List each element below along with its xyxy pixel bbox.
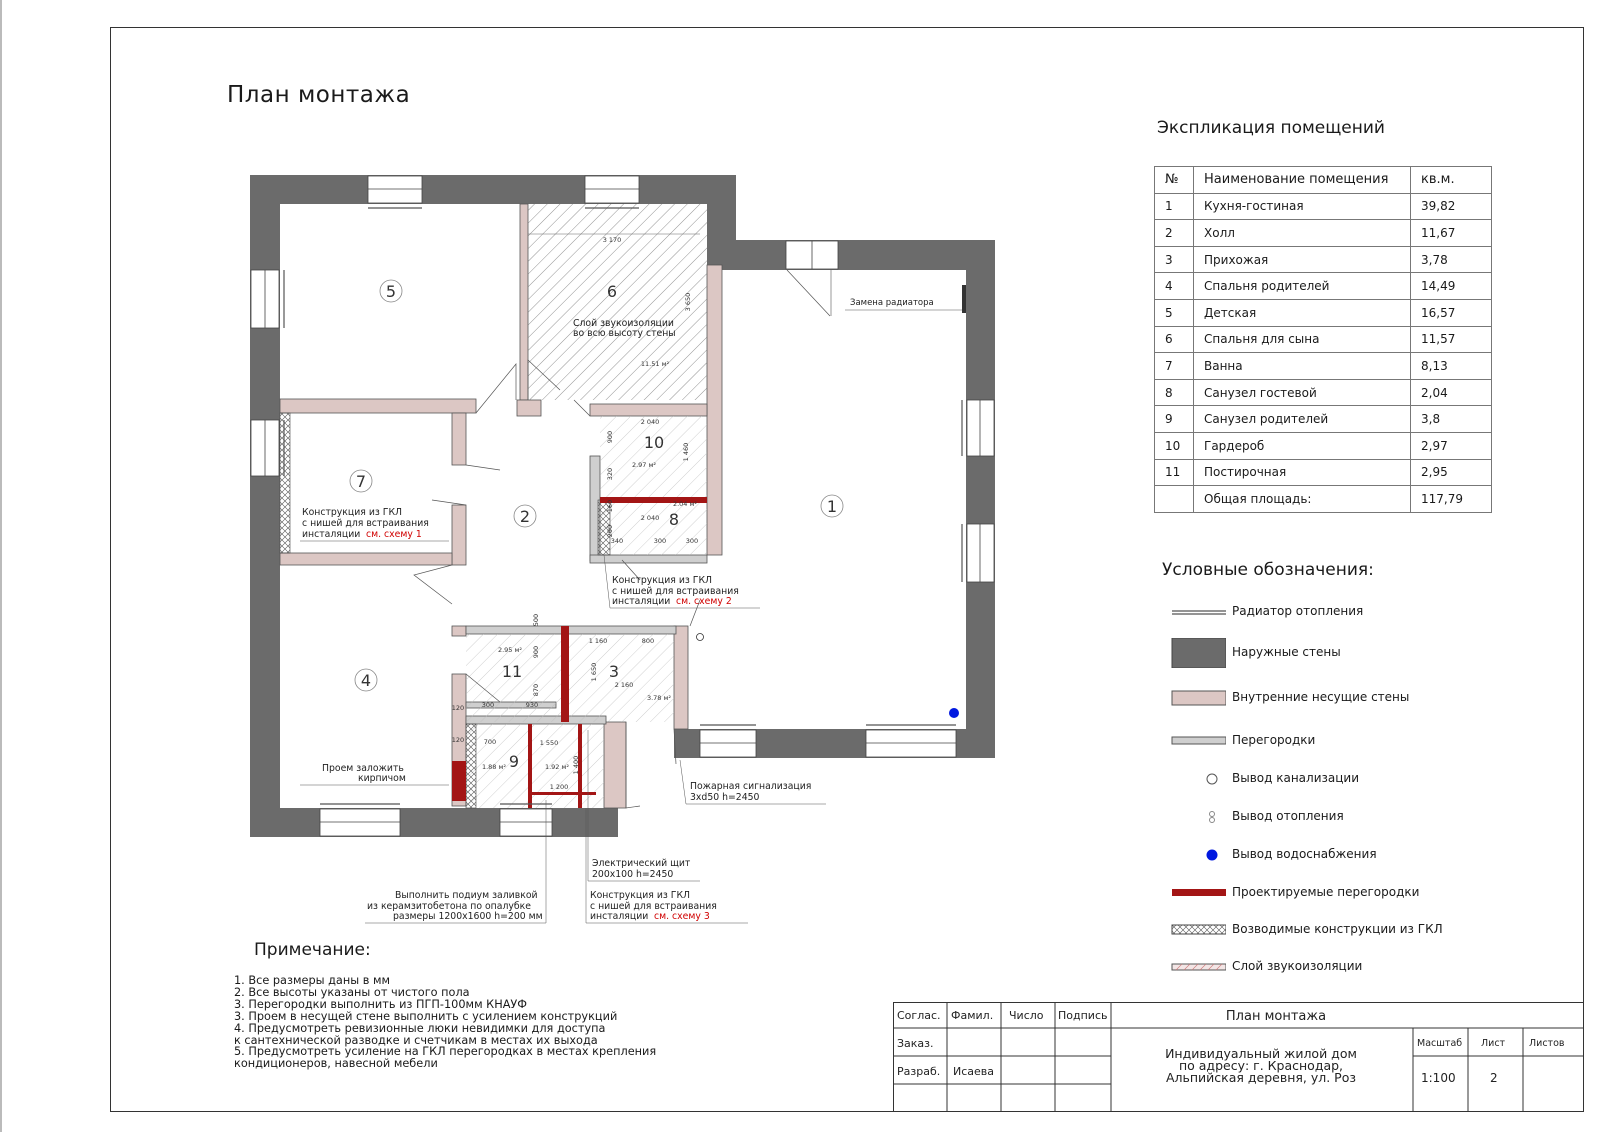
svg-text:во всю высоту стены: во всю высоту стены xyxy=(573,328,676,339)
svg-text:Выполнить подиум заливкой: Выполнить подиум заливкой xyxy=(395,890,538,901)
room-number-8: 8 xyxy=(668,510,680,529)
stamp-zakaz: Заказ. xyxy=(897,1037,934,1050)
svg-text:2.04 м²: 2.04 м² xyxy=(672,500,698,508)
stamp-scale: 1:100 xyxy=(1421,1071,1456,1085)
svg-text:кирпичом: кирпичом xyxy=(358,773,406,784)
legend-title: Условные обозначения: xyxy=(1162,560,1374,580)
table-cell: 6 xyxy=(1155,326,1194,353)
room-number-9: 9 xyxy=(508,752,520,771)
table-cell: Санузел родителей xyxy=(1194,406,1411,433)
table-row xyxy=(1155,246,1492,273)
svg-text:300: 300 xyxy=(481,701,495,709)
table-cell: Прихожая xyxy=(1194,246,1411,273)
table-total-row xyxy=(1155,486,1492,513)
table-cell: 2 xyxy=(1155,220,1194,247)
room-number-5: 5 xyxy=(385,282,397,301)
legend-item-partition: Перегородки xyxy=(1168,726,1488,756)
page-title: План монтажа xyxy=(227,82,411,108)
table-cell: 8,13 xyxy=(1411,353,1492,380)
table-cell: 2,04 xyxy=(1411,379,1492,406)
svg-text:1 550: 1 550 xyxy=(539,739,559,747)
svg-text:160: 160 xyxy=(606,499,614,513)
svg-text:11.51 м²: 11.51 м² xyxy=(640,360,670,368)
note-line: кондиционеров, навесной мебели xyxy=(234,1057,438,1071)
table-cell: 2,97 xyxy=(1411,432,1492,459)
legend-item-water: Вывод водоснабжения xyxy=(1168,840,1488,870)
note-line: 3. Проем в несущей стене выполнить с усилением конструкций xyxy=(234,1009,618,1023)
stamp-listov: Листов xyxy=(1529,1038,1565,1049)
svg-text:3.78 м²: 3.78 м² xyxy=(646,694,672,702)
table-row xyxy=(1155,406,1492,433)
svg-text:1.92 м²: 1.92 м² xyxy=(544,763,570,771)
heating-icon xyxy=(1168,802,1226,832)
svg-text:с нишей для встраивания: с нишей для встраивания xyxy=(302,518,429,529)
table-cell: Спальня родителей xyxy=(1194,273,1411,300)
table-cell: 3,78 xyxy=(1411,246,1492,273)
stamp-author: Исаева xyxy=(953,1065,995,1078)
table-cell: 3 xyxy=(1155,246,1194,273)
table-cell: 11,67 xyxy=(1411,220,1492,247)
table-cell: 1 xyxy=(1155,193,1194,220)
stamp-sheet: 2 xyxy=(1490,1071,1498,1085)
svg-text:200: 200 xyxy=(606,524,614,538)
svg-text:3 170: 3 170 xyxy=(602,236,622,244)
table-cell: 14,49 xyxy=(1411,273,1492,300)
svg-text:1 400: 1 400 xyxy=(572,755,580,775)
svg-text:300: 300 xyxy=(653,537,667,545)
room-6-sound-layer xyxy=(528,204,707,400)
sewer-icon xyxy=(1168,764,1226,794)
legend-item-sound: Слой звукоизоляции xyxy=(1168,952,1488,982)
stamp-soglas: Соглас. xyxy=(897,1009,941,1022)
table-row xyxy=(1155,459,1492,486)
table-header-cell: кв.м. xyxy=(1411,167,1492,194)
svg-text:120: 120 xyxy=(451,704,465,712)
table-cell: Холл xyxy=(1194,220,1411,247)
note-line: 3. Перегородки выполнить из ПГП-100мм КНАУФ xyxy=(234,997,528,1011)
stamp-project-line-1: Индивидуальный жилой дом xyxy=(1165,1046,1357,1061)
table-header-cell: Наименование помещения xyxy=(1194,167,1411,194)
svg-text:2.97 м²: 2.97 м² xyxy=(631,461,657,469)
svg-text:см. схему 3: см. схему 3 xyxy=(654,911,710,922)
svg-text:900: 900 xyxy=(532,645,540,659)
table-cell: Ванна xyxy=(1194,353,1411,380)
note-line: 5. Предусмотреть усиление на ГКЛ перегородках в местах крепления xyxy=(234,1045,657,1059)
table-row xyxy=(1155,379,1492,406)
table-row xyxy=(1155,326,1492,353)
stamp-list: Лист xyxy=(1481,1038,1506,1049)
legend-item-gkl: Возводимые конструкции из ГКЛ xyxy=(1168,915,1488,945)
table-cell: 7 xyxy=(1155,353,1194,380)
new-partition-icon xyxy=(1168,878,1226,908)
table-row xyxy=(1155,220,1492,247)
table-cell: Общая площадь: xyxy=(1194,486,1411,513)
svg-text:3 650: 3 650 xyxy=(684,292,692,312)
svg-text:Конструкция из ГКЛ: Конструкция из ГКЛ xyxy=(302,507,403,518)
table-row xyxy=(1155,273,1492,300)
legend-item-radiator: Радиатор отопления xyxy=(1168,597,1488,627)
sewer-point xyxy=(697,634,704,641)
stamp-chislo: Число xyxy=(1009,1009,1044,1022)
svg-text:см. схему 1: см. схему 1 xyxy=(366,529,422,540)
gkl-icon xyxy=(1168,915,1226,945)
table-cell xyxy=(1155,486,1194,513)
table-cell: 16,57 xyxy=(1411,299,1492,326)
svg-text:инсталяции: инсталяции xyxy=(302,529,361,540)
outer-wall-icon xyxy=(1168,638,1226,668)
svg-text:инсталяции: инсталяции xyxy=(612,596,671,607)
legend-item-inner-wall: Внутренние несущие стены xyxy=(1168,683,1488,713)
svg-text:500: 500 xyxy=(532,613,540,627)
table-row xyxy=(1155,299,1492,326)
room-number-7: 7 xyxy=(355,472,367,491)
note-line: 2. Все высоты указаны от чистого пола xyxy=(234,985,470,999)
room-number-3: 3 xyxy=(608,662,620,681)
svg-text:Пожарная сигнализация: Пожарная сигнализация xyxy=(690,781,812,792)
svg-text:1.88 м²: 1.88 м² xyxy=(481,763,507,771)
notes-list xyxy=(234,975,656,1070)
svg-text:см. схему 2: см. схему 2 xyxy=(676,596,732,607)
table-row xyxy=(1155,432,1492,459)
svg-text:3xd50 h=2450: 3xd50 h=2450 xyxy=(690,792,760,803)
svg-text:120: 120 xyxy=(451,736,465,744)
room-number-6: 6 xyxy=(606,282,618,301)
svg-text:900: 900 xyxy=(606,430,614,444)
table-cell: Санузел гостевой xyxy=(1194,379,1411,406)
table-cell: 39,82 xyxy=(1411,193,1492,220)
note-line: 1. Все размеры даны в мм xyxy=(234,974,391,987)
svg-text:200x100 h=2450: 200x100 h=2450 xyxy=(592,869,674,880)
svg-text:инсталяции: инсталяции xyxy=(590,911,649,922)
table-cell: 11,57 xyxy=(1411,326,1492,353)
svg-text:Конструкция из ГКЛ: Конструкция из ГКЛ xyxy=(590,890,691,901)
table-cell: Спальня для сына xyxy=(1194,326,1411,353)
water-icon xyxy=(1168,840,1226,870)
svg-text:2 040: 2 040 xyxy=(640,514,660,522)
notes-title: Примечание: xyxy=(254,940,371,960)
explication-title: Экспликация помещений xyxy=(1157,118,1385,138)
room-number-2: 2 xyxy=(519,507,531,526)
svg-text:1 460: 1 460 xyxy=(682,442,690,462)
table-header-row xyxy=(1155,167,1492,194)
table-cell: Гардероб xyxy=(1194,432,1411,459)
svg-text:2.95 м²: 2.95 м² xyxy=(497,646,523,654)
stamp-masshtab: Масштаб xyxy=(1417,1038,1463,1049)
table-cell: 117,79 xyxy=(1411,486,1492,513)
svg-text:340: 340 xyxy=(610,537,624,545)
inner-wall-icon xyxy=(1168,683,1226,713)
legend-item-new-partition: Проектируемые перегородки xyxy=(1168,878,1488,908)
note-line: к сантехнической разводке и счетчикам в местах их выхода xyxy=(234,1033,598,1047)
table-cell: 8 xyxy=(1155,379,1194,406)
svg-text:размеры 1200x1600 h=200 мм: размеры 1200x1600 h=200 мм xyxy=(393,911,543,922)
table-row xyxy=(1155,353,1492,380)
partition-icon xyxy=(1168,726,1226,756)
svg-text:1 160: 1 160 xyxy=(588,637,608,645)
svg-text:700: 700 xyxy=(483,738,497,746)
table-cell: 11 xyxy=(1155,459,1194,486)
table-cell: Кухня-гостиная xyxy=(1194,193,1411,220)
stamp-podpis: Подпись xyxy=(1058,1009,1108,1022)
table-cell: 3,8 xyxy=(1411,406,1492,433)
svg-text:2 160: 2 160 xyxy=(614,681,634,689)
table-cell: Постирочная xyxy=(1194,459,1411,486)
svg-text:1 650: 1 650 xyxy=(590,662,598,682)
svg-text:из керамзитобетона по опалубке: из керамзитобетона по опалубке xyxy=(367,901,531,912)
radiator-icon xyxy=(1168,597,1226,627)
water-supply-point xyxy=(949,708,959,718)
table-row xyxy=(1155,193,1492,220)
radiator-replace-mark xyxy=(962,285,966,313)
table-cell: Детская xyxy=(1194,299,1411,326)
svg-text:320: 320 xyxy=(606,467,614,481)
svg-text:Слой звукоизоляции: Слой звукоизоляции xyxy=(573,318,674,329)
svg-text:2 040: 2 040 xyxy=(640,418,660,426)
svg-text:300: 300 xyxy=(685,537,699,545)
svg-text:с нишей для встраивания: с нишей для встраивания xyxy=(590,901,717,912)
table-cell: 10 xyxy=(1155,432,1194,459)
note-line: 4. Предусмотреть ревизионные люки невидимки для доступа xyxy=(234,1021,606,1035)
legend-item-heating: Вывод отопления xyxy=(1168,802,1488,832)
legend-item-outer-wall: Наружные стены xyxy=(1168,638,1488,668)
title-block xyxy=(893,1002,1584,1112)
svg-text:870: 870 xyxy=(532,683,540,697)
stamp-title: План монтажа xyxy=(1225,1009,1327,1024)
stamp-razrab: Разраб. xyxy=(897,1065,941,1078)
table-cell: 5 xyxy=(1155,299,1194,326)
svg-text:Электрический щит: Электрический щит xyxy=(592,858,691,869)
stamp-project-line-3: Альпийская деревня, ул. Роз xyxy=(1165,1070,1357,1085)
svg-text:1 200: 1 200 xyxy=(549,783,569,791)
table-cell: 2,95 xyxy=(1411,459,1492,486)
stamp-famil: Фамил. xyxy=(951,1009,994,1022)
svg-text:Конструкция из ГКЛ: Конструкция из ГКЛ xyxy=(612,575,713,586)
table-cell: 4 xyxy=(1155,273,1194,300)
svg-text:Проем заложить: Проем заложить xyxy=(322,763,404,774)
room-number-11: 11 xyxy=(501,662,523,681)
table-header-cell: № xyxy=(1155,167,1194,194)
explication-table xyxy=(1154,166,1492,513)
legend-item-sewer: Вывод канализации xyxy=(1168,764,1488,794)
stamp-project-line-2: по адресу: г. Краснодар, xyxy=(1178,1058,1344,1073)
svg-text:с нишей для встраивания: с нишей для встраивания xyxy=(612,586,739,597)
room-number-1: 1 xyxy=(826,497,838,516)
radiator-replace-note: Замена радиатора xyxy=(850,298,934,308)
table-cell: 9 xyxy=(1155,406,1194,433)
room-number-10: 10 xyxy=(643,433,665,452)
sound-layer-icon xyxy=(1168,952,1226,982)
room-number-4: 4 xyxy=(360,671,372,690)
svg-text:930: 930 xyxy=(525,701,539,709)
svg-text:800: 800 xyxy=(641,637,655,645)
